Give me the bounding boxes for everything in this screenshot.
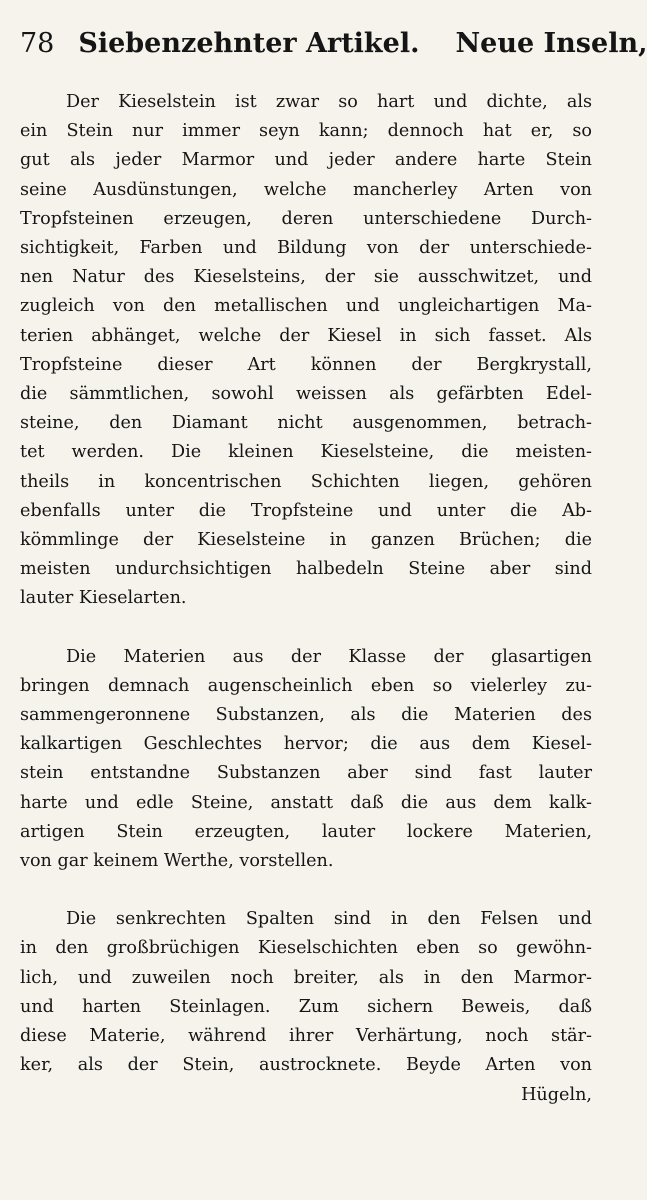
text-line: sammengeronnene Substanzen, als die Materien des (20, 705, 592, 726)
text-line: theils in koncentrischen Schichten liegen, gehören (20, 471, 592, 492)
paragraph (20, 88, 592, 614)
text-line: steine, den Diamant nicht ausgenommen, betrach- (20, 413, 592, 434)
paragraph (20, 905, 592, 1080)
page-number: 78 (20, 28, 55, 59)
text-line: lich, und zuweilen noch breiter, als in den Marmor- (20, 967, 592, 988)
text-line: ein Stein nur immer seyn kann; dennoch hat er, so (20, 121, 592, 142)
page-header (20, 24, 647, 64)
text-line: Der Kieselstein ist zwar so hart und dichte, als (66, 92, 592, 112)
text-line: Die senkrechten Spalten sind in den Felsen und (66, 909, 592, 930)
text-line: diese Materie, während ihrer Verhärtung, noch stär- (20, 1026, 592, 1047)
text-line: und harten Steinlagen. Zum sichern Beweis, daß (20, 996, 592, 1017)
text-line: von gar keinem Werthe, vorstellen. (20, 851, 334, 872)
text-line: sichtigkeit, Farben und Bildung von der unterschiede- (20, 238, 592, 259)
text-line: in den großbrüchigen Kieselschichten eben so gewöhn- (20, 938, 592, 959)
text-line: Tropfsteine dieser Art können der Bergkrystall, (20, 354, 592, 375)
page-body (20, 88, 592, 1110)
text-line: die sämmtlichen, sowohl weissen als gefärbten Edel- (20, 384, 592, 405)
text-line: zugleich von den metallischen und ungleichartigen Ma- (20, 296, 592, 317)
text-line: seine Ausdünstungen, welche mancherley Arten von (20, 179, 592, 200)
text-line: Die Materien aus der Klasse der glasartigen (66, 646, 592, 667)
text-line: ker, als der Stein, austrocknete. Beyde Arten von (20, 1055, 592, 1076)
text-line: kömmlinge der Kieselsteine in ganzen Brüchen; die (20, 530, 592, 551)
running-title: Siebenzehnter Artikel. (78, 28, 420, 59)
running-title-right: Neue Inseln, (455, 28, 647, 59)
text-line: harte und edle Steine, anstatt daß die aus dem kalk- (20, 792, 592, 813)
text-line: lauter Kieselarten. (20, 588, 187, 609)
text-line: gut als jeder Marmor und jeder andere harte Stein (20, 150, 592, 171)
text-line: meisten undurchsichtigen halbedeln Steine aber sind (20, 559, 592, 580)
text-line: kalkartigen Geschlechtes hervor; die aus dem Kiesel- (20, 734, 592, 755)
catchword: Hügeln, (521, 1084, 592, 1105)
text-line: ebenfalls unter die Tropfsteine und unter die Ab- (20, 500, 592, 521)
paragraph (20, 643, 592, 877)
text-line: tet werden. Die kleinen Kieselsteine, die meisten- (20, 442, 592, 463)
text-line: terien abhänget, welche der Kiesel in sich fasset. Als (20, 325, 592, 346)
text-line: artigen Stein erzeugten, lauter lockere Materien, (20, 821, 592, 842)
text-line: nen Natur des Kieselsteins, der sie ausschwitzet, und (20, 267, 592, 288)
text-line: Tropfsteinen erzeugen, deren unterschiedene Durch- (20, 208, 592, 229)
text-line: stein entstandne Substanzen aber sind fast lauter (20, 763, 592, 784)
text-line: bringen demnach augenscheinlich eben so vielerley zu- (20, 675, 592, 696)
